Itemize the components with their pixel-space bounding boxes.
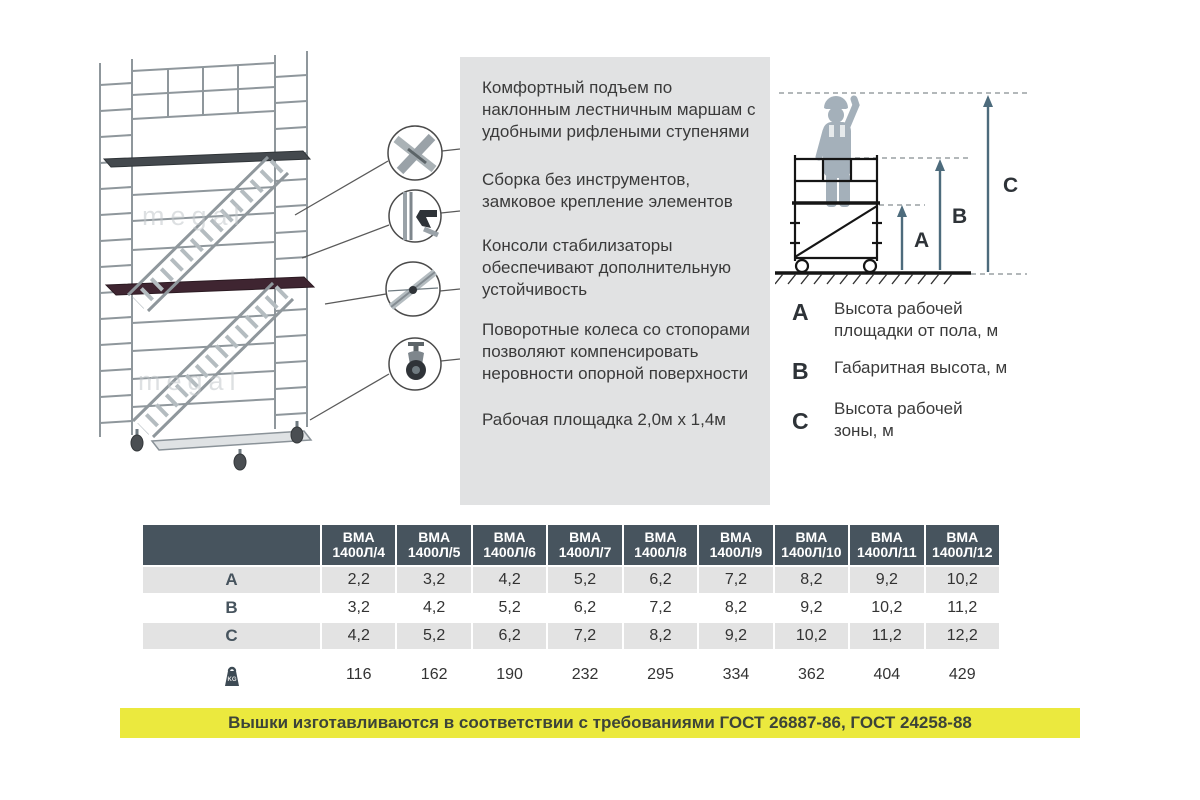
stabilizer-icon — [386, 262, 440, 316]
weight-icon — [217, 660, 247, 690]
column-header: ВМА 1400Л/11 — [850, 525, 923, 565]
table-cell: 3,2 — [397, 567, 470, 593]
column-header: ВМА 1400Л/4 — [322, 525, 395, 565]
base-platform — [152, 431, 311, 450]
table-cell: 7,2 — [699, 567, 772, 593]
table-row — [143, 567, 999, 593]
legend-row-a — [792, 298, 1052, 342]
column-header: ВМА 1400Л/5 — [397, 525, 470, 565]
table-cell: 190 — [496, 666, 523, 683]
table-cell: 232 — [571, 666, 599, 683]
legend-line: зоны, м — [834, 421, 894, 440]
worker-silhouette — [819, 96, 856, 207]
legend-line: Высота рабочей — [834, 399, 963, 418]
table-cell: 9,2 — [699, 623, 772, 649]
stair-step-icon — [388, 126, 442, 180]
table-cell: 334 — [722, 666, 750, 683]
table-cell: 10,2 — [775, 623, 848, 649]
feature-text: Поворотные колеса со стопорами позволяют компенсировать неровности опорной поверхности — [482, 320, 751, 383]
svg-text:KG: KG — [227, 677, 236, 683]
table-cell: 4,2 — [423, 599, 446, 616]
weight-icon — [143, 651, 320, 699]
table-cell: 11,2 — [947, 599, 978, 616]
table-cell: 5,2 — [548, 567, 621, 593]
table-cell: 404 — [873, 666, 901, 683]
column-header: ВМА 1400Л/12 — [926, 525, 999, 565]
legend-key: C — [792, 408, 809, 434]
table-cell: 295 — [647, 666, 674, 683]
table-cell: 8,2 — [775, 567, 848, 593]
table-header-row — [143, 525, 999, 565]
table-cell: 6,2 — [473, 623, 546, 649]
feature-text: Сборка без инструментов, замковое крепление элементов — [482, 170, 733, 211]
table-cell: 11,2 — [850, 623, 923, 649]
table-cell: 8,2 — [724, 599, 748, 616]
table-cell: 9,2 — [800, 599, 823, 616]
table-cell: 9,2 — [850, 567, 923, 593]
diagram-label-c: C — [1003, 174, 1019, 197]
column-header: ВМА 1400Л/9 — [699, 525, 772, 565]
spec-table — [143, 525, 999, 701]
height-diagram — [775, 55, 1085, 290]
table-cell: 5,2 — [498, 599, 521, 616]
table-cell: 2,2 — [322, 567, 395, 593]
legend-row-c — [792, 398, 1052, 442]
ground-line — [775, 273, 971, 284]
features-panel — [460, 57, 770, 505]
column-header: ВМА 1400Л/6 — [473, 525, 546, 565]
table-cell: 4,2 — [473, 567, 546, 593]
brand-watermark: megal — [138, 366, 242, 396]
row-label: A — [143, 567, 320, 593]
table-cell: 162 — [420, 666, 448, 683]
table-cell: 6,2 — [573, 599, 597, 616]
table-cell: 4,2 — [322, 623, 395, 649]
table-cell: 429 — [948, 666, 976, 683]
diagram-label-b: B — [952, 205, 968, 228]
gost-banner-text: Вышки изготавливаются в соответствии с требованиями ГОСТ 26887-86, ГОСТ 24258-88 — [228, 713, 972, 732]
arrowheads — [897, 95, 993, 217]
table-cell: 10,2 — [926, 567, 999, 593]
legend-key: B — [792, 358, 809, 384]
column-header: ВМА 1400Л/10 — [775, 525, 848, 565]
brand-watermark: megal — [142, 201, 246, 231]
table-cell: 8,2 — [624, 623, 697, 649]
legend-key: A — [792, 299, 809, 325]
diagram-label-a: A — [914, 229, 930, 252]
table-row — [143, 651, 999, 699]
table-cell: 3,2 — [347, 599, 370, 616]
feature-text: Комфортный подъем по наклонным лестничным маршам с удобными рифлеными ступенями — [482, 78, 756, 141]
table-cell: 116 — [345, 666, 372, 683]
table-cell: 7,2 — [649, 599, 672, 616]
table-cell: 7,2 — [548, 623, 621, 649]
platform-size-note: Рабочая площадка 2,0м х 1,4м — [482, 410, 726, 429]
gost-banner — [120, 708, 1080, 738]
feature-text: Консоли стабилизаторы обеспечивают дополнительную устойчивость — [482, 236, 731, 299]
legend-row-b — [792, 357, 1052, 383]
lock-clamp-icon — [389, 190, 441, 242]
legend-label — [834, 298, 998, 342]
table-cell: 6,2 — [624, 567, 697, 593]
stair-flight-lower — [133, 283, 293, 437]
row-label: B — [225, 598, 238, 617]
legend-line: Габаритная высота, м — [834, 358, 1008, 377]
table-cell: 362 — [798, 666, 825, 683]
caster-wheel-icon — [389, 338, 441, 390]
table-row — [143, 595, 999, 621]
legend-line: площадки от пола, м — [834, 321, 999, 340]
table-cell: 10,2 — [871, 599, 903, 616]
column-header: ВМА 1400Л/8 — [624, 525, 697, 565]
table-corner-cell — [143, 525, 320, 565]
row-label: C — [143, 623, 320, 649]
legend-label — [834, 357, 1007, 379]
table-row — [143, 623, 999, 649]
table-cell: 5,2 — [397, 623, 470, 649]
upper-platform — [104, 151, 310, 167]
height-legend — [792, 298, 1052, 457]
column-header: ВМА 1400Л/7 — [548, 525, 621, 565]
table-cell: 12,2 — [926, 623, 999, 649]
legend-line: Высота рабочей — [834, 299, 963, 318]
scaffold-tower-drawing — [90, 45, 460, 500]
legend-label — [834, 398, 963, 442]
